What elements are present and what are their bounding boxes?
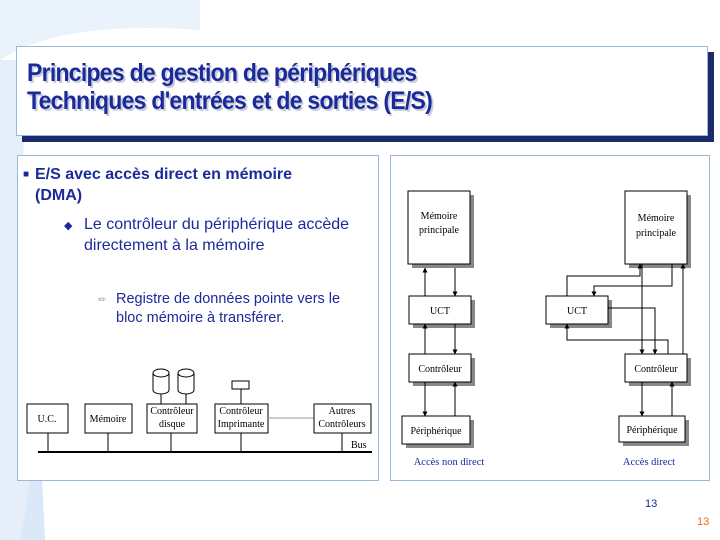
bus-ctrl-impr-label-2: Imprimante (217, 419, 265, 430)
access-right (546, 191, 691, 468)
right-peripherique-label: Périphérique (626, 425, 678, 436)
bus-diagram (27, 369, 372, 452)
left-memoire-label-2: principale (419, 225, 459, 236)
right-controleur-label: Contrôleur (634, 364, 678, 375)
right-memoire-label-1: Mémoire (637, 213, 675, 224)
bullet-level-1-text: E/S avec accès direct en mémoire (DMA) (35, 166, 293, 204)
square-bullet-icon: ■ (23, 169, 30, 180)
pen-bullet-icon: ✏ (98, 295, 107, 306)
left-controleur-label: Contrôleur (418, 364, 462, 375)
disk-icon (153, 369, 194, 394)
left-peripherique-label: Périphérique (410, 426, 462, 437)
bus-autres-label-2: Contrôleurs (318, 419, 366, 430)
left-caption: Accès non direct (413, 457, 485, 468)
right-caption: Accès direct (622, 457, 676, 468)
title-line-1: Principes de gestion de périphériques (27, 59, 417, 87)
bus-label: Bus (351, 440, 367, 451)
left-uct-label: UCT (430, 306, 450, 317)
printer-icon (232, 381, 249, 389)
bus-ctrl-disque-label-2: disque (158, 419, 186, 430)
bus-memoire-label: Mémoire (89, 414, 127, 425)
access-left (402, 191, 484, 468)
bus-memoire (85, 404, 132, 452)
left-memoire-label-1: Mémoire (420, 211, 458, 222)
bullet-level-3-text: Registre de données pointe vers le bloc mémoire à transférer. (116, 291, 341, 326)
page-number: 13 (645, 498, 658, 510)
bus-ctrl-impr-label-1: Contrôleur (219, 406, 263, 417)
bus-uc-label: U.C. (37, 414, 57, 425)
right-memoire-label-2: principale (636, 228, 676, 239)
bus-uc (27, 404, 68, 452)
bus-autres-label-1: Autres (328, 406, 356, 417)
bus-ctrl-imprimante (215, 389, 268, 452)
bullet-level-2-text: Le contrôleur du périphérique accède directement à la mémoire (84, 216, 350, 254)
diamond-bullet-icon: ◆ (64, 220, 73, 232)
bus-ctrl-disque-label-1: Contrôleur (150, 406, 194, 417)
title-line-2: Techniques d'entrées et de sorties (E/S) (27, 87, 433, 115)
slide-number: 13 (697, 516, 710, 528)
right-uct-label: UCT (567, 306, 587, 317)
bus-ctrl-disque (147, 394, 197, 452)
